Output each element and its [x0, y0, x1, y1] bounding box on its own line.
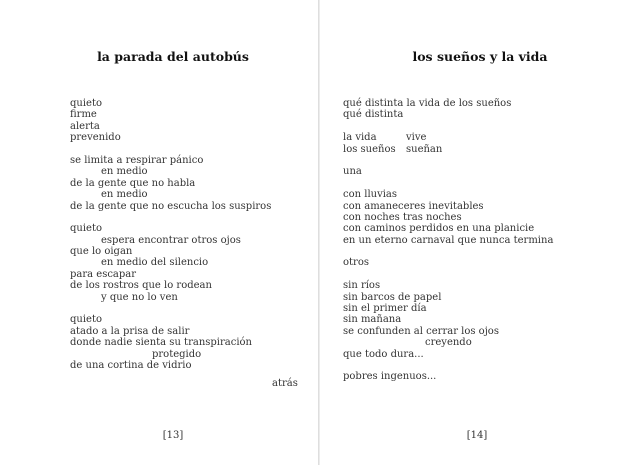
poem-line-text: la vida: [343, 132, 377, 144]
right-page: [320, 0, 640, 465]
stanza-gap: [343, 155, 553, 166]
left-page: [0, 0, 318, 465]
poem-line: quieto: [70, 314, 102, 326]
poem-line: sin el primer día: [343, 303, 427, 315]
poem-line-text: en medio del silencio: [101, 257, 209, 269]
stanza-gap: [343, 360, 553, 371]
poem-line: firme: [70, 109, 97, 121]
poem-line: con lluvias: [343, 189, 398, 201]
poem-line: [70, 292, 271, 303]
poem-line: alerta: [70, 120, 100, 132]
poem-line: qué distinta: [343, 109, 404, 121]
poem-line-text: creyendo: [425, 337, 472, 349]
poem-line: prevenido: [70, 132, 121, 144]
poem-line: con caminos perdidos en una planicie: [343, 223, 535, 235]
poem-word-atras: atrás: [272, 377, 298, 389]
poem-line-text: espera encontrar otros ojos: [101, 234, 241, 246]
poem-line: de una cortina de vidrio: [70, 359, 192, 371]
stanza-gap: [70, 212, 271, 223]
poem-line: de los rostros que lo rodean: [70, 280, 212, 292]
poem-line-text: protegido: [152, 348, 202, 360]
right-page-number: [14]: [466, 430, 488, 441]
poem-line: con amaneceres inevitables: [343, 200, 484, 212]
stanza-gap: [343, 246, 553, 257]
poem-line: que lo oigan: [70, 246, 133, 258]
poem-line: donde nadie sienta su transpiración: [70, 337, 252, 349]
poem-line: quieto: [70, 223, 102, 235]
stanza-gap: [343, 178, 553, 189]
poem-line: de la gente que no escucha los suspiros: [70, 200, 272, 212]
poem-line: qué distinta la vida de los sueños: [343, 98, 512, 109]
poem-line: [343, 337, 553, 348]
poem-line: para escapar: [70, 268, 137, 280]
poem-line: pobres ingenuos...: [343, 371, 437, 383]
poem-line: en un eterno carnaval que nunca termina: [343, 234, 554, 246]
poem-line: quieto: [70, 98, 102, 109]
poem-line: [70, 257, 271, 268]
poem-line: que todo dura...: [343, 348, 424, 360]
poem-line: sin mañana: [343, 314, 402, 326]
poem-line: sin barcos de papel: [343, 291, 442, 303]
poem-line: de la gente que no habla: [70, 177, 196, 189]
poem-line-col2: sueñan: [406, 143, 443, 155]
poem-line: [343, 144, 553, 155]
stanza-gap: [70, 303, 271, 314]
poem-line: [70, 189, 271, 200]
poem-line: [343, 132, 553, 143]
stanza-gap: [70, 144, 271, 155]
poem-line-text: y que no lo ven: [101, 291, 178, 303]
poem-line: [70, 235, 271, 246]
poem-line: se confunden al cerrar los ojos: [343, 325, 499, 337]
right-poem-body: [343, 98, 553, 383]
stanza-gap: [343, 121, 553, 132]
stanza-gap: [343, 269, 553, 280]
poem-line-text: en medio: [101, 189, 148, 201]
left-poem-body: [70, 98, 271, 371]
poem-line-text: los sueños: [343, 143, 396, 155]
right-poem-title: los sueños y la vida: [412, 49, 548, 64]
poem-line-col2: vive: [406, 132, 427, 144]
poem-line: otros: [343, 257, 369, 269]
poem-line: [70, 166, 271, 177]
left-poem-title: la parada del autobús: [97, 49, 249, 64]
poem-line-text: en medio: [101, 166, 148, 178]
poem-line: atado a la prisa de salir: [70, 325, 190, 337]
left-page-number: [13]: [162, 430, 184, 441]
poem-line: [70, 349, 271, 360]
poem-line: una: [343, 166, 362, 178]
poem-line: con noches tras noches: [343, 211, 462, 223]
poem-line: sin ríos: [343, 280, 381, 292]
poem-line: se limita a respirar pánico: [70, 154, 204, 166]
